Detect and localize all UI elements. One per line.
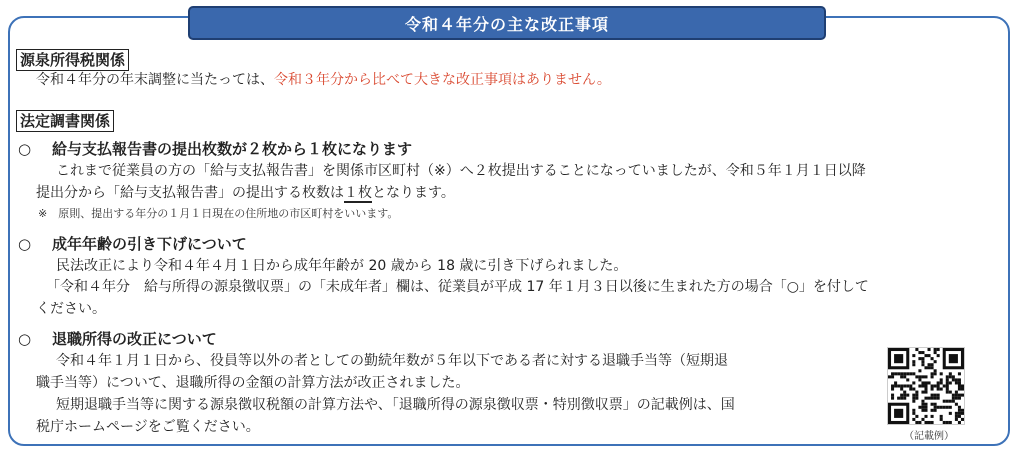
qr-code[interactable]: [887, 347, 965, 425]
qr-caption: （記載例）: [904, 431, 954, 442]
circle-bullet-icon: ○: [18, 330, 32, 348]
item3-line3: 短期退職手当等に関する源泉徴収税額の計算方法や、「退職所得の源泉徴収票・特別徴収票」の記載例は、国: [56, 397, 735, 413]
item1-heading: [18, 139, 412, 159]
item2-line2: 「令和４年分 給与所得の源泉徴収票」の「未成年者」欄は、従業員が平成 17 年１月３日以後に生まれた方の場合「○」を付して: [46, 279, 869, 295]
item1-line1: これまで従業員の方の「給与支払報告書」を関係市区町村（※）へ２枚提出することになっていましたが、令和５年１月１日以降: [56, 163, 866, 179]
page-title: 令和４年分の主な改正事項: [188, 6, 826, 40]
item2-heading: [18, 234, 247, 254]
item1-line2-suffix: となります。: [372, 185, 455, 201]
item1-note: ※ 原則、提出する年分の１月１日現在の住所地の市区町村をいいます。: [38, 207, 399, 220]
section1-text: [36, 70, 611, 90]
item3-line1: 令和４年１月１日から、役員等以外の者としての勤続年数が５年以下である者に対する退職手当等（短期退: [56, 353, 728, 369]
section1-text-highlight: 令和３年分から比べて大きな改正事項はありません。: [274, 72, 611, 88]
circle-bullet-icon: ○: [18, 235, 32, 253]
item3-line4: 税庁ホームページをご覧ください。: [36, 419, 260, 435]
item1-line2-prefix: 提出分から「給与支払報告書」の提出する枚数は: [36, 185, 344, 201]
section1-text-prefix: 令和４年分の年末調整に当たっては、: [36, 72, 274, 88]
item3-heading: [18, 329, 217, 349]
section-label-withholding-tax: 源泉所得税関係: [16, 49, 129, 71]
item1-line2: [36, 183, 455, 203]
circle-bullet-icon: ○: [18, 140, 32, 158]
item2-line1: 民法改正により令和４年４月１日から成年年齢が 20 歳から 18 歳に引き下げられました。: [56, 258, 628, 274]
section-label-statutory-records: 法定調書関係: [16, 110, 114, 132]
item3-heading-text: 退職所得の改正について: [52, 330, 217, 348]
item1-line2-underlined: １枚: [344, 185, 372, 201]
item1-heading-text: 給与支払報告書の提出枚数が２枚から１枚になります: [52, 140, 413, 158]
qr-code-icon: [888, 348, 964, 424]
item3-line2: 職手当等）について、退職所得の金額の計算方法が改正されました。: [36, 375, 470, 391]
item2-heading-text: 成年年齢の引き下げについて: [52, 235, 247, 253]
item2-line3: ください。: [36, 301, 106, 317]
